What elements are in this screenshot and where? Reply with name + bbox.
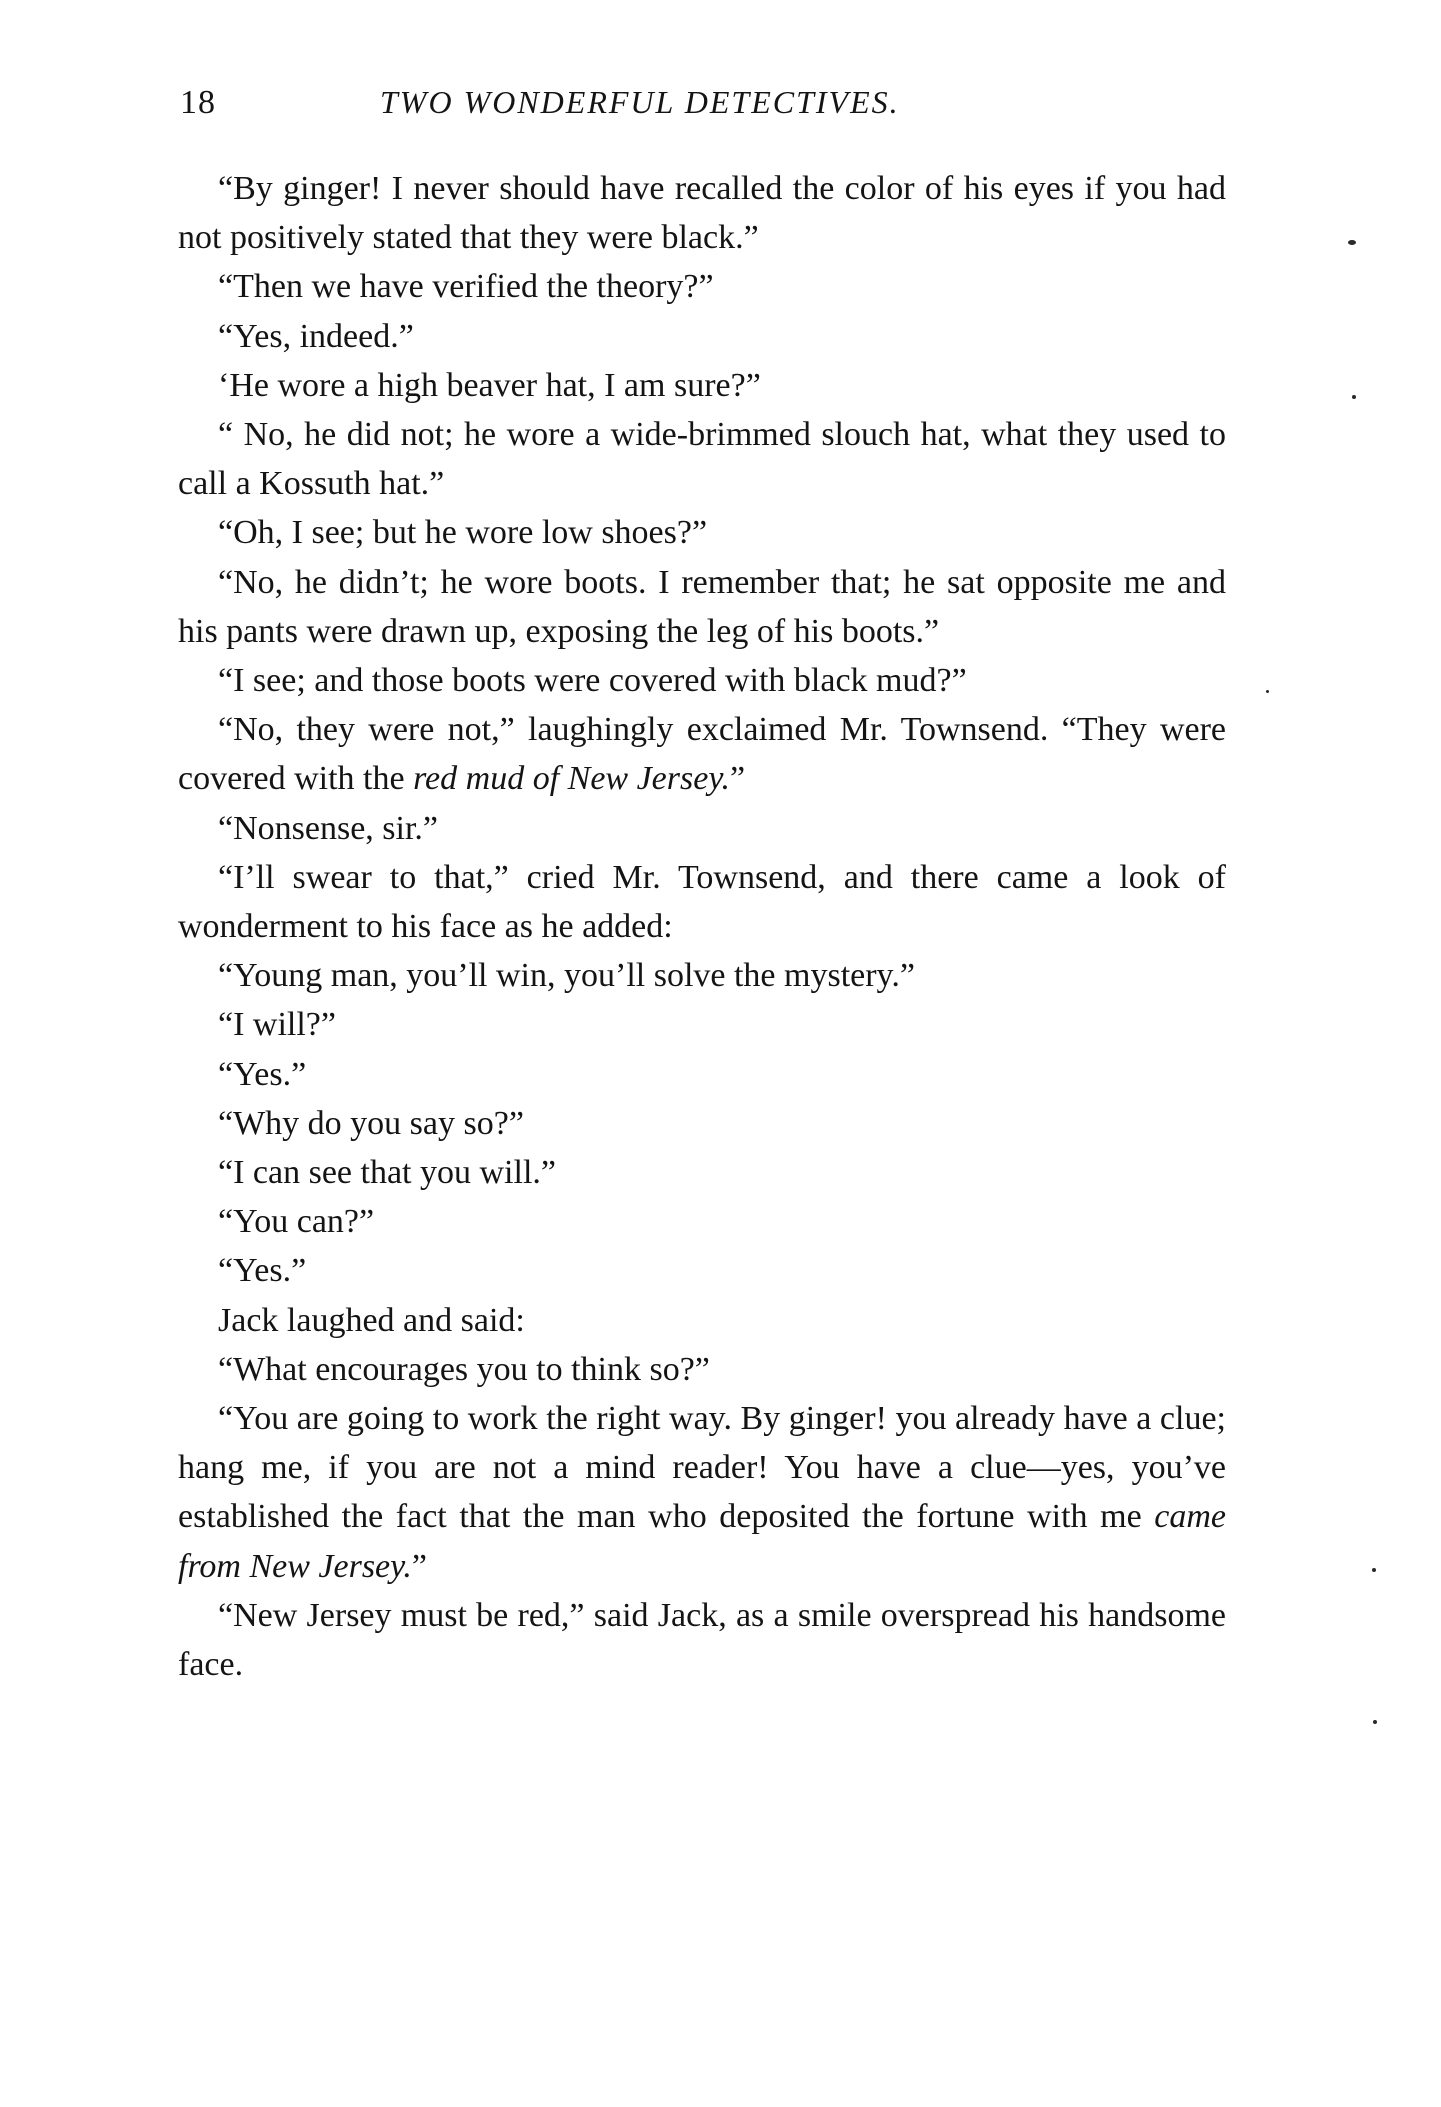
page-header: [180, 78, 1225, 128]
italic-text: came from New Jersey.: [178, 1498, 1226, 1585]
text-run: “I see; and those boots were covered with black mud?”: [218, 662, 967, 700]
paragraph: [178, 656, 1226, 705]
text-run: “You are going to work the right way. By ginger! you already have a clue; hang me, if you are not a mind reader! You have a clue—yes, you’ve established the fact that the man who deposited the fortune with me: [178, 1400, 1226, 1536]
paragraph: [178, 1148, 1226, 1197]
page-number: 18: [180, 84, 216, 121]
paragraph: [178, 410, 1226, 508]
text-run: ‘He wore a high beaver hat, I am sure?”: [218, 366, 761, 404]
text-run: “What encourages you to think so?”: [218, 1350, 710, 1388]
print-speck: [1266, 690, 1269, 693]
paragraph: [178, 1197, 1226, 1246]
paragraph: [178, 951, 1226, 1000]
text-run: “Yes.”: [218, 1055, 307, 1093]
print-speck: [1348, 240, 1356, 245]
paragraph: [178, 262, 1226, 311]
paragraph: [178, 1296, 1226, 1345]
text-run: “Yes.”: [218, 1252, 307, 1290]
paragraph: [178, 1394, 1226, 1591]
paragraph: [178, 508, 1226, 557]
text-run: “I can see that you will.”: [218, 1154, 556, 1192]
paragraph: [178, 804, 1226, 853]
paragraph: [178, 1050, 1226, 1099]
text-run: “Then we have verified the theory?”: [218, 268, 714, 306]
running-head: TWO WONDERFUL DETECTIVES.: [380, 84, 900, 120]
text-run: “No, he didn’t; he wore boots. I remember that; he sat opposite me and his pants were drawn up, exposing the leg of his boots.”: [178, 563, 1226, 650]
text-run: “No, they were not,” laughingly exclaimed Mr. Townsend. “They were covered with the: [178, 711, 1226, 798]
text-run: “New Jersey must be red,” said Jack, as a smile overspread his handsome face.: [178, 1596, 1226, 1684]
paragraph: [178, 1246, 1226, 1295]
text-run: Jack laughed and said:: [218, 1301, 525, 1339]
text-run: “I will?”: [218, 1006, 336, 1044]
text-run: “Yes, indeed.”: [218, 317, 414, 355]
paragraph: [178, 1000, 1226, 1049]
text-run: “By ginger! I never should have recalled the color of his eyes if you had not positively stated that they were black.”: [178, 170, 1226, 257]
text-run: “ No, he did not; he wore a wide-brimmed slouch hat, what they used to call a Kossuth hat.”: [178, 416, 1226, 503]
paragraph: [178, 361, 1226, 410]
text-run: ”: [411, 1547, 427, 1585]
text-run: “You can?”: [218, 1203, 375, 1241]
print-speck: [1373, 1720, 1377, 1724]
paragraph: [178, 1345, 1226, 1394]
text-run: “Young man, you’ll win, you’ll solve the mystery.”: [218, 957, 915, 995]
paragraph: [178, 312, 1226, 361]
paragraph: [178, 853, 1226, 951]
text-run: “Nonsense, sir.”: [218, 809, 439, 847]
paragraph: [178, 164, 1226, 262]
paragraph: [178, 705, 1226, 803]
print-speck: [1352, 395, 1356, 399]
print-speck: [1372, 1568, 1376, 1572]
italic-text: red mud of New Jersey.: [413, 760, 731, 798]
text-run: “Oh, I see; but he wore low shoes?”: [218, 514, 708, 552]
paragraph: [178, 1099, 1226, 1148]
body-text: [178, 164, 1226, 1689]
text-run: “Why do you say so?”: [218, 1104, 524, 1142]
text-run: ”: [730, 760, 746, 798]
paragraph: [178, 558, 1226, 656]
paragraph: [178, 1591, 1226, 1689]
text-run: “I’ll swear to that,” cried Mr. Townsend, and there came a look of wonderment to his face as he added:: [178, 858, 1226, 946]
